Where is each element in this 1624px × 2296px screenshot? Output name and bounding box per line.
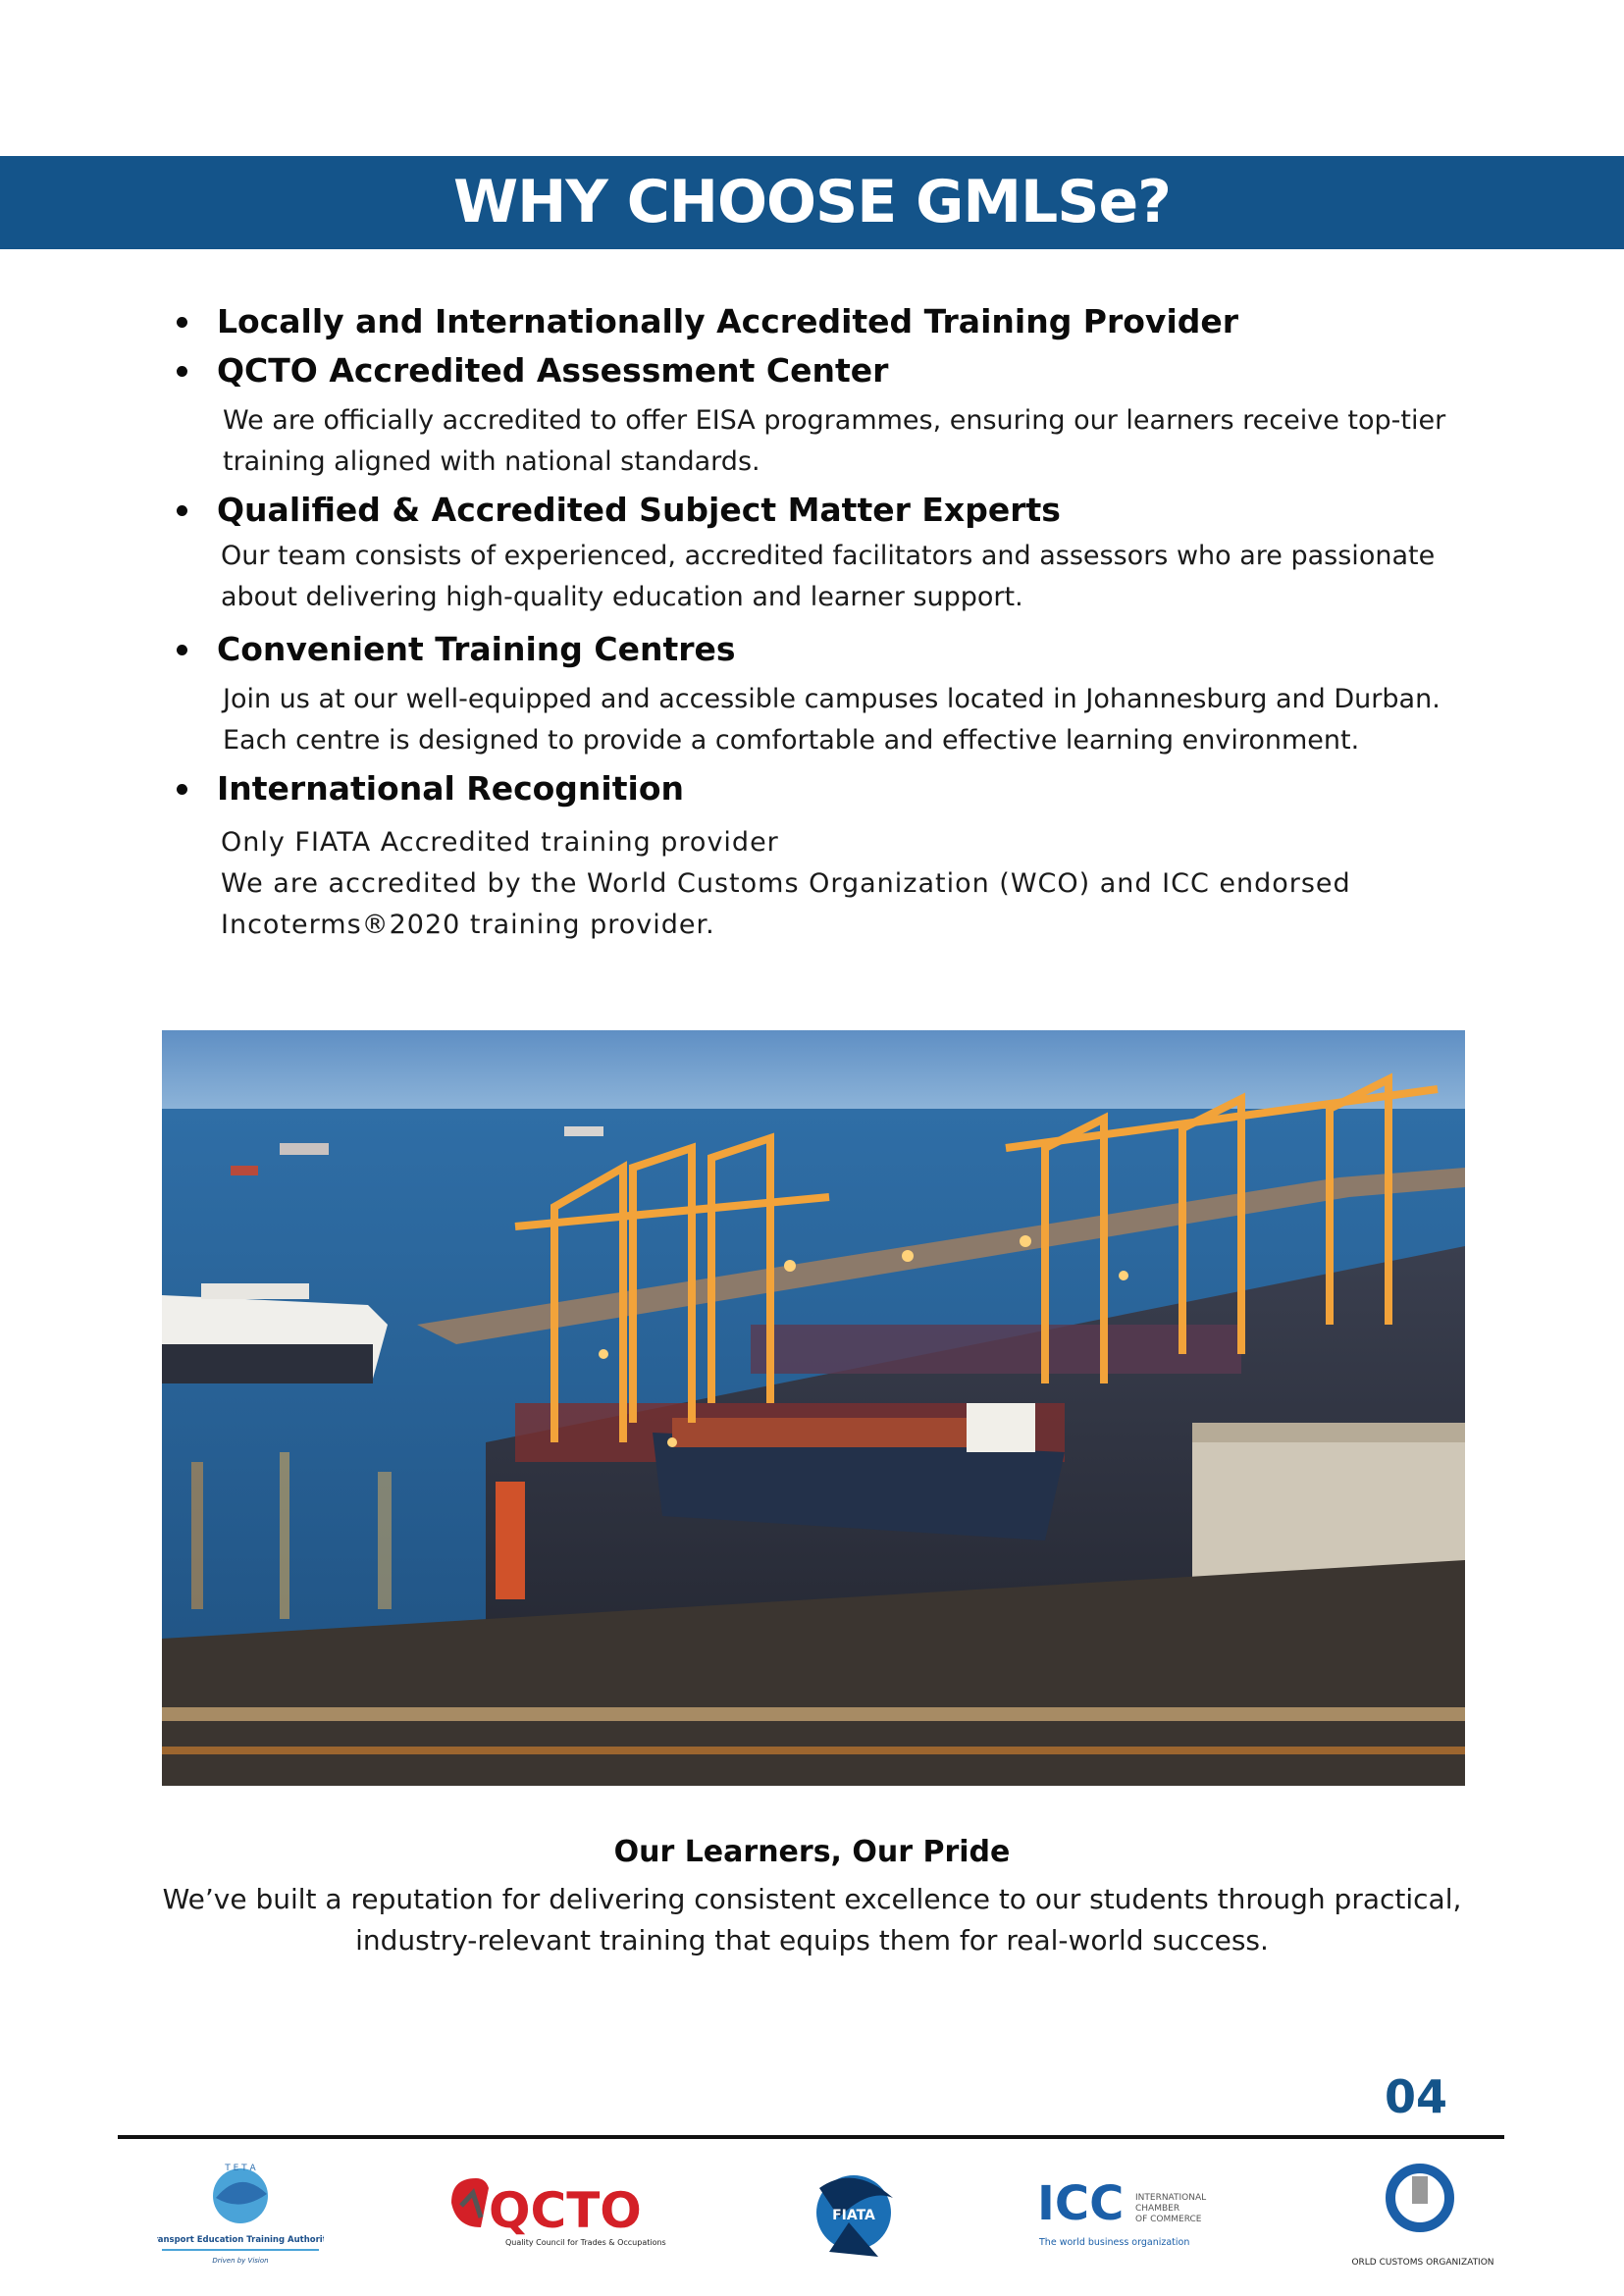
feature-description-line: Only FIATA Accredited training provider: [221, 827, 779, 858]
feature-title: Qualified & Accredited Subject Matter Experts: [217, 491, 1061, 529]
icc-line: OF COMMERCE: [1135, 2215, 1202, 2224]
teta-letters: T E T A: [225, 2164, 256, 2173]
feature-description-line: Incoterms®2020 training provider.: [221, 910, 715, 940]
wco-logo: [1349, 2159, 1496, 2276]
fiata-name: FIATA: [832, 2208, 875, 2223]
bullet-icon: [177, 317, 187, 328]
qcto-logo: [442, 2159, 667, 2276]
feature-title: Locally and Internationally Accredited Training Provider: [217, 302, 1239, 340]
teta-logo: [157, 2159, 324, 2276]
teta-name: Transport Education Training Authority: [157, 2235, 324, 2245]
qcto-tagline: Quality Council for Trades & Occupations: [505, 2238, 666, 2247]
page-number: 04: [1384, 2070, 1447, 2123]
bullet-icon: [177, 505, 187, 516]
port-harbor-photo: [162, 1030, 1465, 1786]
qcto-name: QCTO: [489, 2182, 642, 2239]
pride-line: industry-relevant training that equips them for real-world success.: [355, 1924, 1269, 1957]
bullet-icon: [177, 645, 187, 655]
icc-abbr: ICC: [1037, 2176, 1125, 2231]
feature-title: QCTO Accredited Assessment Center: [217, 351, 889, 390]
bullet-icon: [177, 784, 187, 795]
feature-description-line: We are officially accredited to offer EISA programmes, ensuring our learners receive top-tier: [223, 405, 1446, 436]
feature-description-line: Join us at our well-equipped and accessible campuses located in Johannesburg and Durban.: [223, 684, 1441, 714]
feature-title: Convenient Training Centres: [217, 630, 736, 668]
wco-name: ORLD CUSTOMS ORGANIZATION: [1351, 2258, 1494, 2268]
feature-description-line: about delivering high-quality education and learner support.: [221, 582, 1023, 612]
feature-title: International Recognition: [217, 769, 684, 808]
pride-line: We’ve built a reputation for delivering consistent excellence to our students through practical,: [162, 1883, 1462, 1915]
feature-description-line: Our team consists of experienced, accredited facilitators and assessors who are passionate: [221, 541, 1436, 571]
icc-tagline: The world business organization: [1039, 2237, 1190, 2248]
icc-line: INTERNATIONAL: [1135, 2193, 1207, 2203]
feature-description-line: We are accredited by the World Customs Organization (WCO) and ICC endorsed: [221, 868, 1351, 899]
icc-logo: [1035, 2159, 1231, 2276]
bullet-icon: [177, 366, 187, 377]
footer-divider: [118, 2135, 1504, 2139]
page-title-banner: [0, 156, 1624, 249]
fiata-logo: [800, 2159, 908, 2276]
teta-tagline: Driven by Vision: [212, 2257, 269, 2265]
pride-heading: Our Learners, Our Pride: [613, 1835, 1011, 1869]
icc-line: CHAMBER: [1135, 2204, 1180, 2214]
feature-description-line: training aligned with national standards.: [223, 446, 760, 477]
page-title: WHY CHOOSE GMLSe?: [453, 168, 1171, 236]
pride-description: [147, 1879, 1477, 1961]
feature-description-line: Each centre is designed to provide a comfortable and effective learning environment.: [223, 725, 1360, 756]
